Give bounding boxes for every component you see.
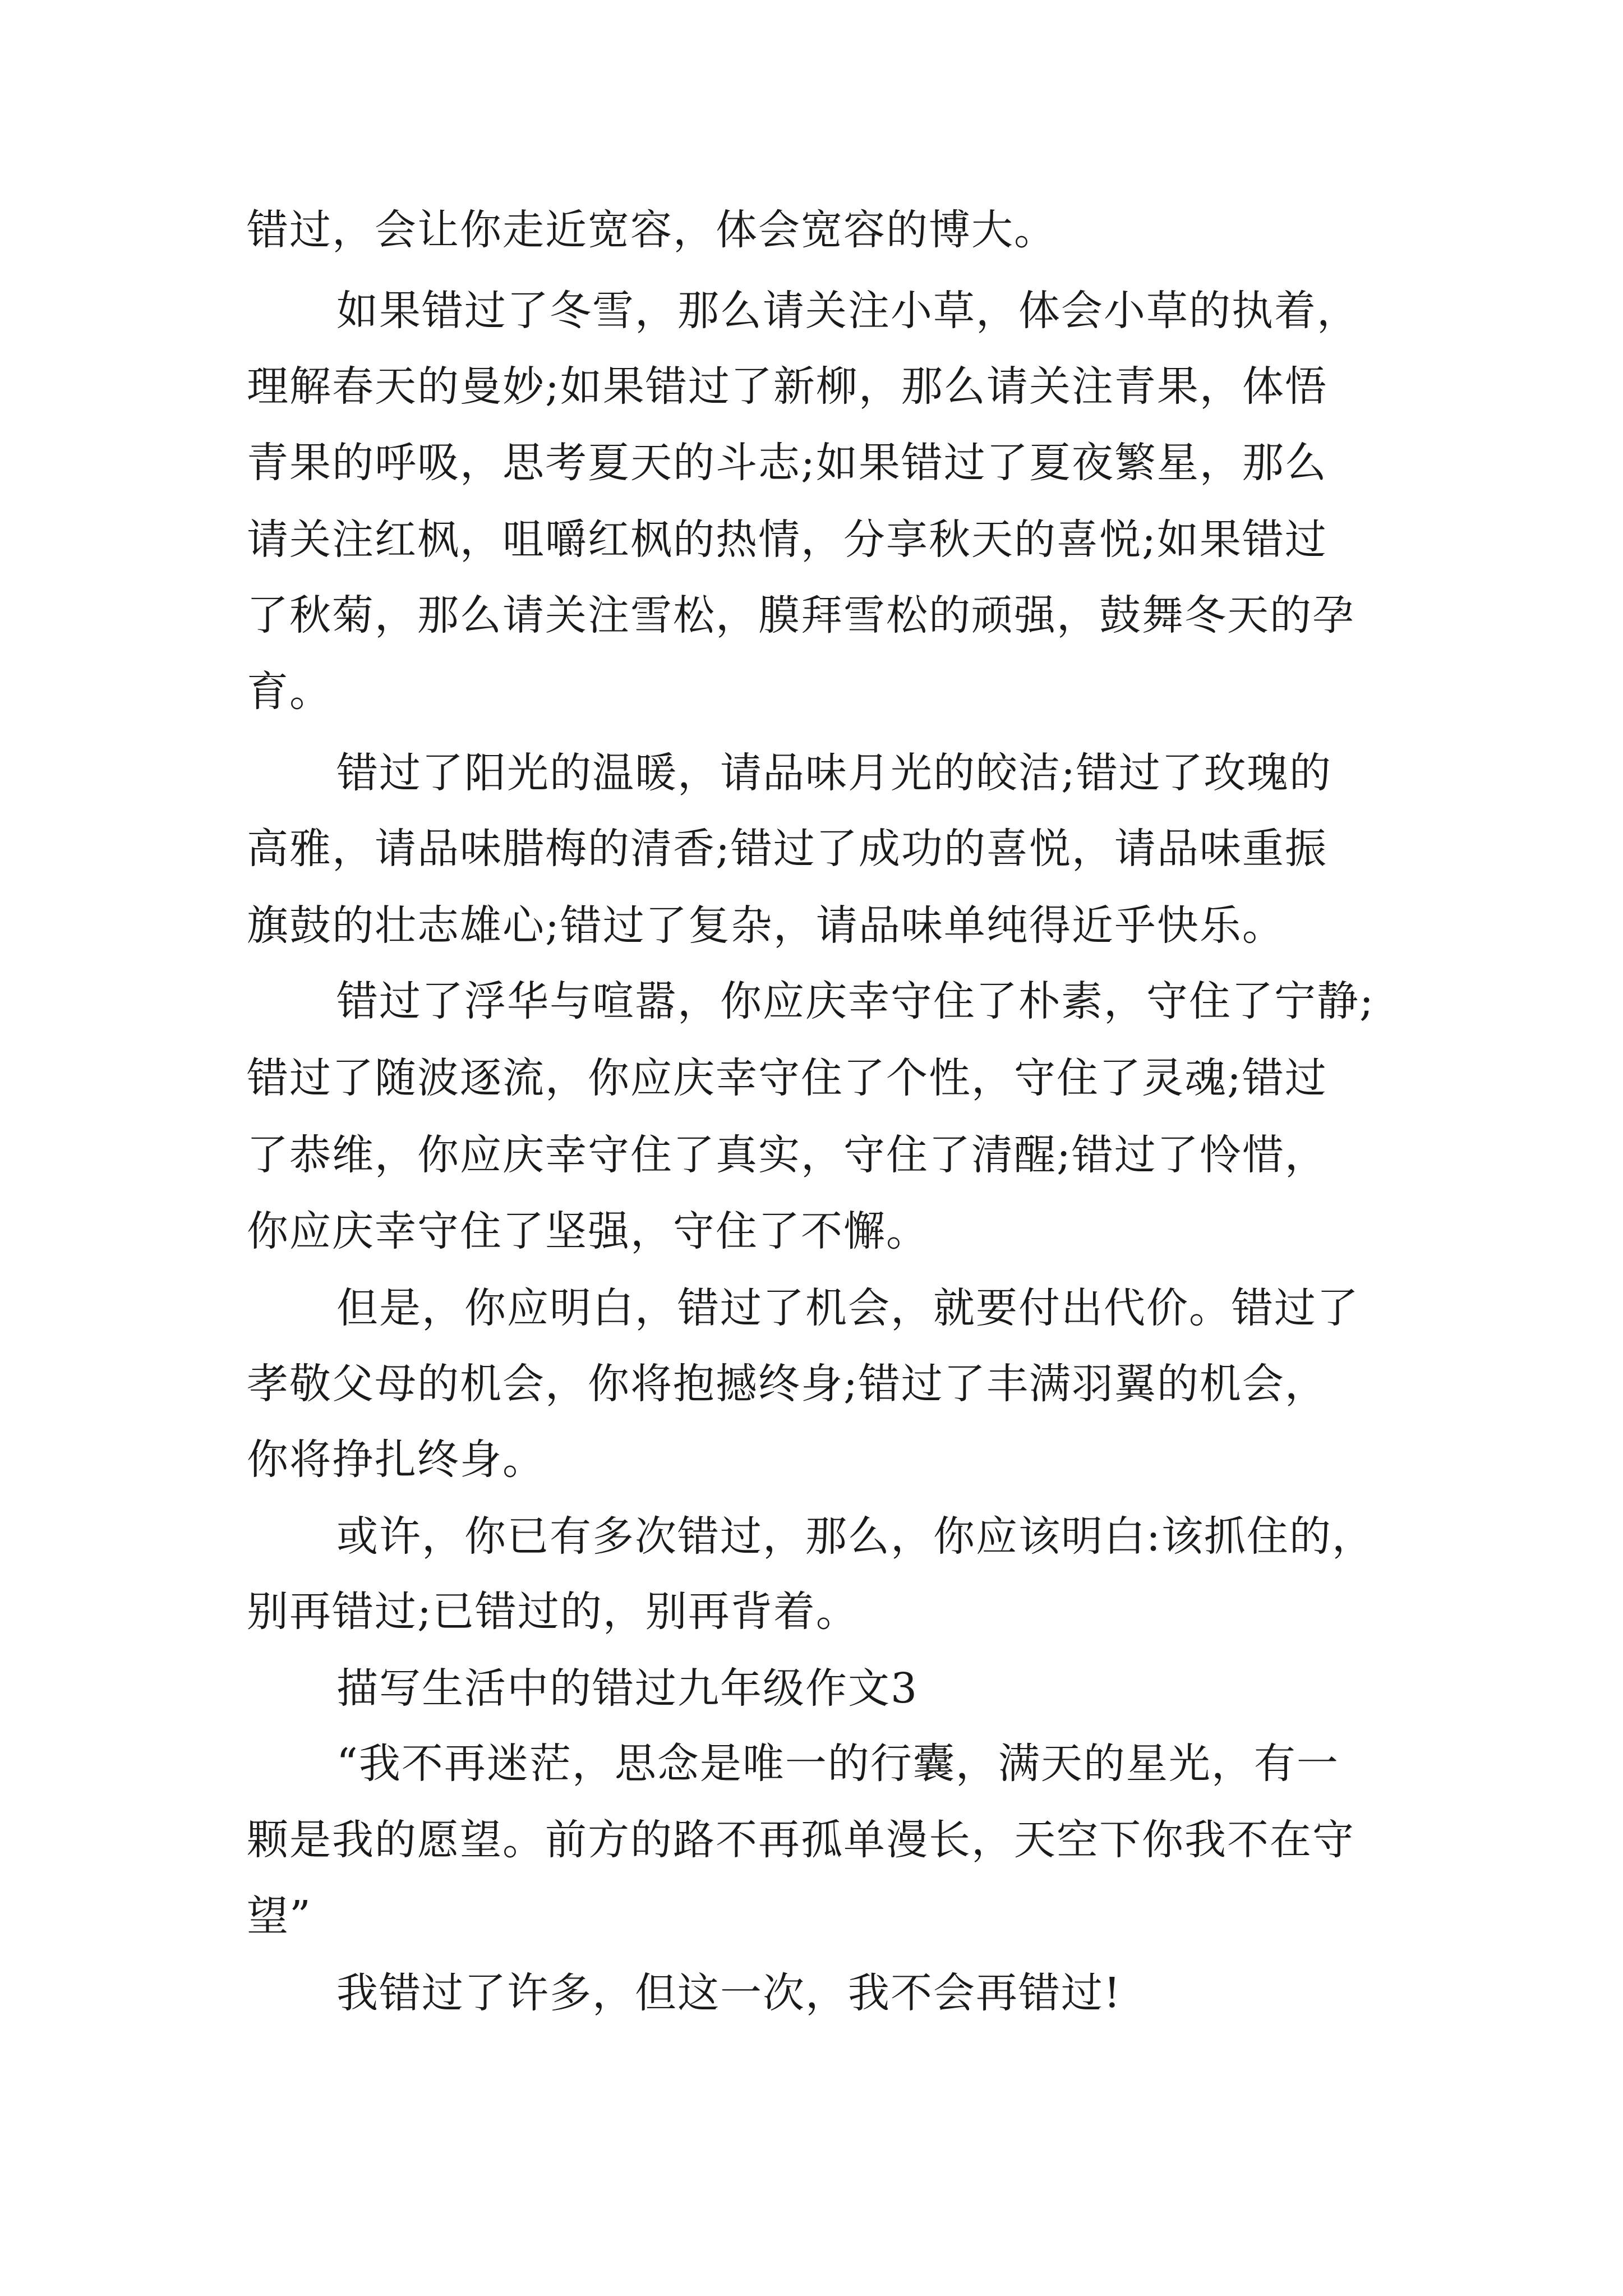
text-line: 青果的呼吸，思考夏天的斗志;如果错过了夏夜繁星，那么 xyxy=(247,439,1327,487)
text-line: 理解春天的曼妙;如果错过了新柳，那么请关注青果，体悟 xyxy=(247,362,1327,411)
text-line: 如果错过了冬雪，那么请关注小草，体会小草的执着， xyxy=(336,287,1359,335)
text-line: 了恭维，你应庆幸守住了真实，守住了清醒;错过了怜惜， xyxy=(247,1131,1327,1179)
text-line: “我不再迷茫，思念是唯一的行囊，满天的星光，有一 xyxy=(336,1740,1339,1788)
text-line: 望” xyxy=(247,1892,312,1940)
text-line: 描写生活中的错过九年级作文3 xyxy=(336,1664,919,1713)
text-line: 或许，你已有多次错过，那么，你应该明白:该抓住的， xyxy=(336,1512,1375,1561)
text-line: 错过了阳光的温暖，请品味月光的皎洁;错过了玫瑰的 xyxy=(336,749,1332,797)
text-line: 颗是我的愿望。前方的路不再孤单漫长，天空下你我不在守 xyxy=(247,1816,1355,1864)
text-line: 高雅，请品味腊梅的清香;错过了成功的喜悦，请品味重振 xyxy=(247,825,1327,873)
text-line: 但是，你应明白，错过了机会，就要付出代价。错过了 xyxy=(336,1284,1359,1332)
text-line: 旗鼓的壮志雄心;错过了复杂，请品味单纯得近乎快乐。 xyxy=(247,901,1285,950)
text-line: 了秋菊，那么请关注雪松，膜拜雪松的顽强，鼓舞冬天的孕 xyxy=(247,591,1355,639)
text-line: 错过了随波逐流，你应庆幸守住了个性，守住了灵魂;错过 xyxy=(247,1054,1327,1102)
text-line: 别再错过;已错过的，别再背着。 xyxy=(247,1588,859,1636)
text-line: 我错过了许多，但这一次，我不会再错过! xyxy=(336,1969,1122,2017)
text-line: 请关注红枫，咀嚼红枫的热情，分享秋天的喜悦;如果错过 xyxy=(247,516,1327,564)
text-line: 你将挣扎终身。 xyxy=(247,1435,545,1484)
text-line: 育。 xyxy=(247,668,332,716)
text-line: 错过了浮华与喧嚣，你应庆幸守住了朴素，守住了宁静; xyxy=(336,977,1375,1025)
text-line: 孝敬父母的机会，你将抱撼终身;错过了丰满羽翼的机会， xyxy=(247,1360,1327,1408)
text-line: 错过，会让你走近宽容，体会宽容的博大。 xyxy=(247,206,1057,254)
text-line: 你应庆幸守住了坚强，守住了不懈。 xyxy=(247,1207,929,1255)
